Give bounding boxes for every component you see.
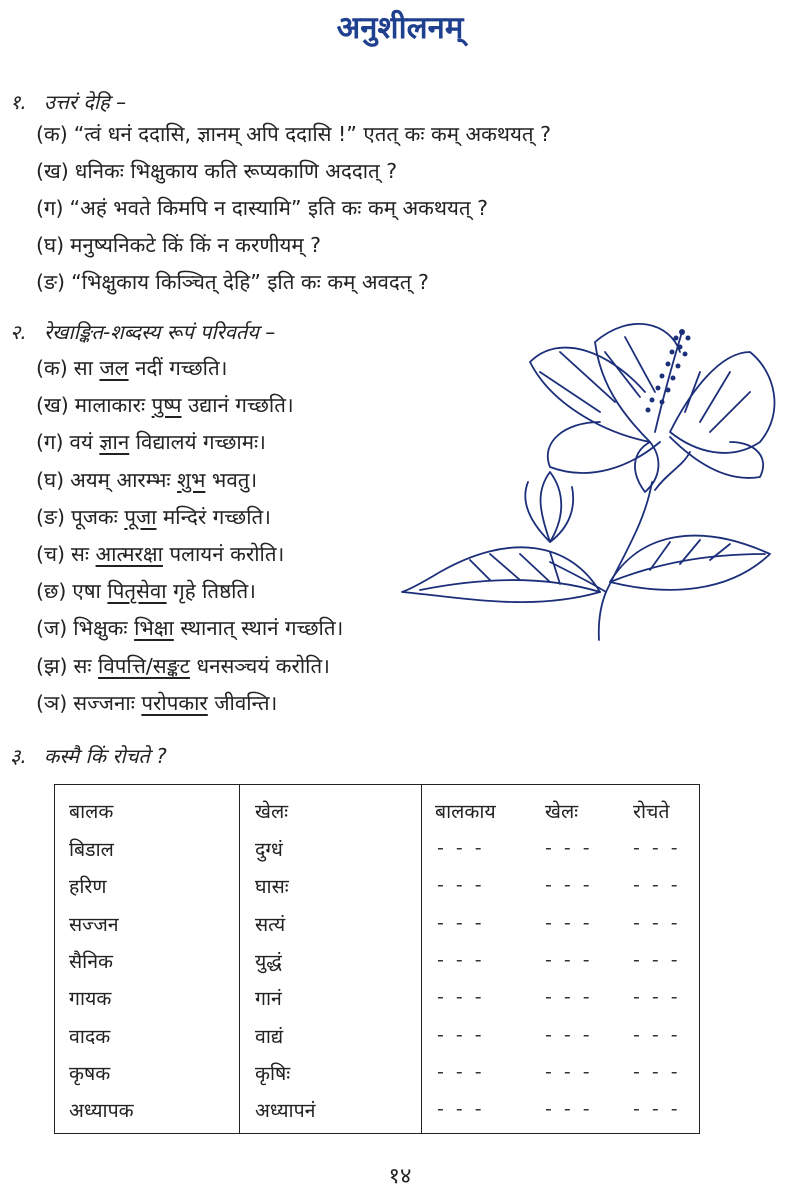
sentence-item bbox=[36, 503, 271, 531]
blank-dashes: - - - bbox=[437, 1023, 485, 1046]
blank-dashes: - - - bbox=[437, 1060, 485, 1083]
blank-dashes: - - - bbox=[437, 1098, 485, 1121]
page-title: अनुशीलनम् bbox=[336, 10, 464, 46]
table-cell-subject: बिडाल bbox=[69, 838, 114, 861]
underlined-word: आत्मरक्षा bbox=[95, 542, 163, 566]
question-label: (घ) bbox=[36, 233, 65, 257]
sentence-post: स्थानात् स्थानं गच्छति। bbox=[180, 616, 344, 641]
question-item bbox=[36, 194, 488, 222]
blank-dashes: - - - bbox=[437, 837, 485, 859]
question-label: (ग) bbox=[36, 196, 64, 220]
blank-dashes: - - - bbox=[437, 911, 485, 934]
section-3-title: कस्मै किं रोचते ? bbox=[44, 744, 167, 768]
blank-dashes: - - - bbox=[545, 986, 593, 1009]
table-cell-subject: सैनिक bbox=[69, 949, 114, 973]
section-1-number: १. bbox=[10, 90, 27, 114]
sentence-pre: पूजकः bbox=[71, 504, 118, 529]
question-text: “त्वं धनं ददासि, ज्ञानम् अपि ददासि !” एतत् कः कम् अकथयत् ? bbox=[73, 122, 551, 146]
sentence-label: (ग) bbox=[36, 430, 64, 455]
table-cell-object: घासः bbox=[255, 875, 289, 899]
blank-dashes: - - - bbox=[545, 874, 593, 897]
sentence-label: (ज) bbox=[36, 616, 68, 641]
sentence-item bbox=[36, 466, 257, 494]
blank-dashes: - - - bbox=[545, 1060, 593, 1083]
sentence-pre: सा bbox=[73, 356, 93, 380]
table-cell-subject: गायक bbox=[69, 987, 112, 1011]
sentence-label: (झ) bbox=[36, 653, 68, 678]
table-cell-object: कृषिः bbox=[255, 1061, 291, 1085]
sentence-label: (ङ) bbox=[36, 504, 66, 529]
table-cell-object: दुग्धं bbox=[255, 838, 283, 861]
table-cell-object: सत्यं bbox=[255, 912, 286, 936]
sentence-label: (ञ) bbox=[36, 690, 68, 715]
sentence-pre: भिक्षुकः bbox=[73, 616, 128, 641]
blank-dashes: - - - bbox=[545, 1023, 593, 1046]
question-text: “अहं भवते किमपि न दास्यामि” इति कः कम् अकथयत् ? bbox=[69, 196, 488, 220]
table-cell-subject: सज्जन bbox=[69, 912, 119, 936]
question-label: (ख) bbox=[36, 159, 69, 183]
blank-dashes: - - - bbox=[633, 1023, 681, 1046]
leaf-right bbox=[610, 536, 770, 590]
table-cell-subject: हरिण bbox=[69, 875, 107, 899]
question-item bbox=[36, 231, 321, 259]
table-cell-object: युद्धं bbox=[255, 949, 282, 973]
underlined-word: परोपकार bbox=[141, 690, 208, 715]
table-cell-object: गानं bbox=[255, 987, 282, 1011]
table-cell-object: अध्यापनं bbox=[255, 1099, 316, 1123]
blank-dashes: - - - bbox=[437, 986, 485, 1009]
underlined-word: पितृसेवा bbox=[107, 579, 167, 604]
sentence-post: गृहे तिष्ठति। bbox=[173, 579, 256, 604]
table-divider bbox=[239, 785, 240, 1133]
blank-dashes: - - - bbox=[633, 1098, 681, 1121]
flower-bud bbox=[541, 472, 562, 542]
sentence-post: विद्यालयं गच्छामः। bbox=[135, 430, 266, 455]
sentence-item bbox=[36, 614, 343, 642]
blank-dashes: - - - bbox=[633, 837, 681, 859]
sentence-pre: अयम् आरम्भः bbox=[70, 467, 171, 492]
section-2-title: रेखाङ्कित-शब्दस्य रूपं परिवर्तय – bbox=[44, 320, 276, 344]
question-text: “भिक्षुकाय किञ्चित् देहि” इति कः कम् अवदत् ? bbox=[71, 270, 429, 294]
blank-dashes: - - - bbox=[633, 986, 681, 1009]
sentence-post: मन्दिरं गच्छति। bbox=[163, 504, 271, 529]
blank-dashes: - - - bbox=[545, 837, 593, 859]
underlined-word: जल bbox=[99, 356, 129, 380]
petal-left bbox=[530, 348, 650, 442]
table-cell-object: वाद्यं bbox=[255, 1024, 284, 1048]
sentence-post: नदीं गच्छति। bbox=[135, 356, 228, 380]
hibiscus-flower-illustration bbox=[400, 292, 792, 644]
sentence-post: धनसञ्चयं करोति। bbox=[196, 653, 330, 678]
sentence-label: (घ) bbox=[36, 467, 65, 492]
sentence-pre: एषा bbox=[72, 579, 101, 604]
sentence-item bbox=[36, 577, 256, 605]
table-cell-subject: वादक bbox=[69, 1024, 111, 1048]
table-header: बालक bbox=[69, 800, 114, 823]
table-cell-subject: कृषक bbox=[69, 1061, 111, 1085]
sentence-post: जीवन्ति। bbox=[214, 690, 278, 715]
sentence-post: पलायनं करोति। bbox=[169, 542, 285, 566]
section-1-heading bbox=[10, 88, 126, 115]
sentence-label: (छ) bbox=[36, 579, 67, 604]
underlined-word: विपत्ति/सङ्कट bbox=[98, 653, 190, 678]
blank-dashes: - - - bbox=[545, 1098, 593, 1121]
sentence-label: (ख) bbox=[36, 393, 69, 418]
section-1-title: उत्तरं देहि – bbox=[44, 90, 127, 114]
question-item bbox=[36, 157, 397, 185]
underlined-word: पूजा bbox=[124, 504, 157, 529]
sentence-item bbox=[36, 391, 294, 419]
sentence-item bbox=[36, 689, 277, 717]
underlined-word: पुष्प bbox=[151, 393, 182, 418]
sentence-pre: सः bbox=[73, 653, 92, 678]
sentence-label: (क) bbox=[36, 356, 68, 380]
question-text: धनिकः भिक्षुकाय कति रूप्यकाणि अददात् ? bbox=[74, 159, 398, 183]
sentence-pre: सज्जनाः bbox=[73, 690, 135, 715]
question-item bbox=[36, 268, 429, 296]
section-3-heading bbox=[10, 742, 167, 769]
question-text: मनुष्यनिकटे किं किं न करणीयम् ? bbox=[70, 233, 322, 257]
underlined-word: ज्ञान bbox=[99, 430, 130, 455]
sentence-pre: सः bbox=[71, 542, 90, 566]
petal-right bbox=[670, 352, 774, 453]
question-label: (क) bbox=[36, 122, 68, 146]
sentence-pre: वयं bbox=[69, 430, 93, 455]
sentence-label: (च) bbox=[36, 542, 66, 566]
sentence-item bbox=[36, 354, 227, 382]
table-header: बालकाय bbox=[435, 800, 496, 823]
question-item bbox=[36, 120, 551, 148]
table-divider bbox=[421, 785, 422, 1133]
matching-table bbox=[54, 784, 700, 1134]
blank-dashes: - - - bbox=[633, 1060, 681, 1083]
sentence-post: भवतु। bbox=[211, 467, 258, 492]
leaf-left bbox=[402, 547, 600, 602]
underlined-word: शुभ bbox=[177, 467, 206, 492]
blank-dashes: - - - bbox=[545, 948, 593, 971]
blank-dashes: - - - bbox=[633, 911, 681, 934]
section-2-number: २. bbox=[10, 320, 27, 344]
page-number: १४ bbox=[388, 1164, 412, 1189]
question-label: (ङ) bbox=[36, 270, 66, 294]
blank-dashes: - - - bbox=[633, 948, 681, 971]
sentence-post: उद्यानं गच्छति। bbox=[188, 393, 294, 418]
section-3-number: ३. bbox=[10, 744, 27, 768]
blank-dashes: - - - bbox=[545, 911, 593, 934]
section-2-heading bbox=[10, 318, 275, 345]
blank-dashes: - - - bbox=[437, 948, 485, 971]
underlined-word: भिक्षा bbox=[134, 616, 174, 641]
sentence-pre: मालाकारः bbox=[74, 393, 146, 418]
blank-dashes: - - - bbox=[437, 874, 485, 897]
table-header: खेलः bbox=[545, 800, 579, 823]
blank-dashes: - - - bbox=[633, 874, 681, 897]
table-cell-subject: अध्यापक bbox=[69, 1099, 134, 1123]
sentence-item bbox=[36, 540, 284, 568]
table-header: खेलः bbox=[255, 800, 289, 823]
sentence-item bbox=[36, 652, 330, 680]
table-header: रोचते bbox=[633, 800, 670, 823]
sentence-item bbox=[36, 428, 266, 456]
